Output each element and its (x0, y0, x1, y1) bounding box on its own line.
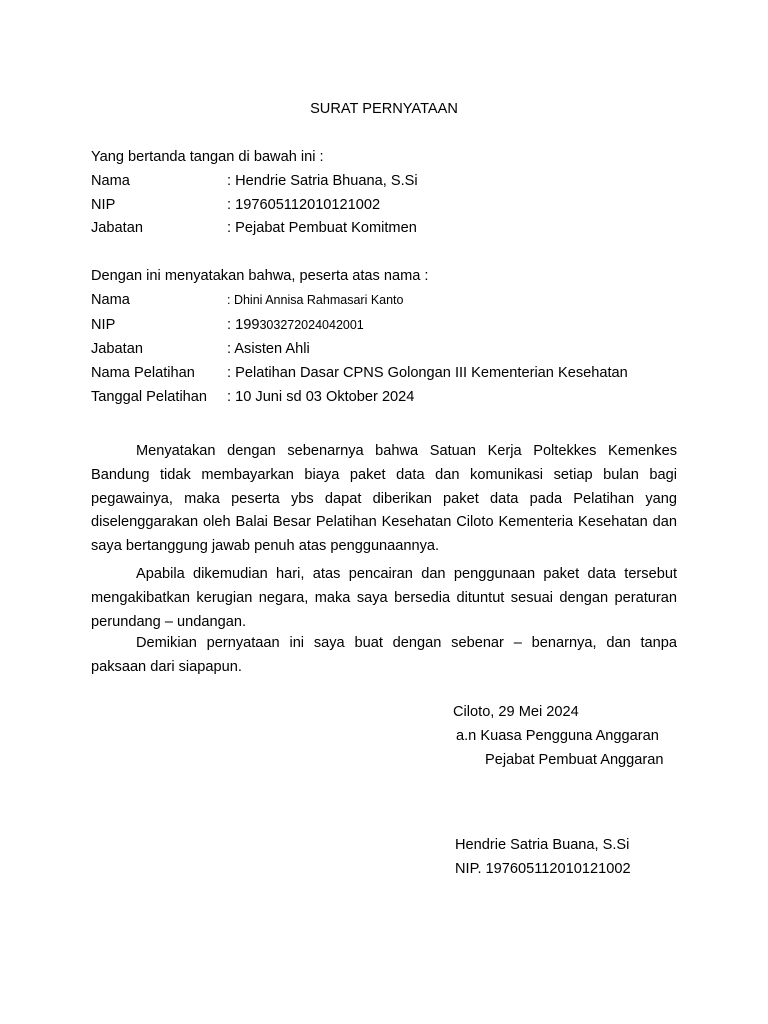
intro-text: Yang bertanda tangan di bawah ini : (91, 149, 324, 165)
participant-name-value: : Dhini Annisa Rahmasari Kanto (227, 293, 404, 307)
signer-name-label: Nama (91, 173, 130, 189)
participant-nip-prefix: : 199 (227, 317, 260, 333)
signer-jabatan-value: : Pejabat Pembuat Komitmen (227, 220, 417, 236)
signature-name: Hendrie Satria Buana, S.Si (455, 837, 630, 853)
training-date-value: : 10 Juni sd 03 Oktober 2024 (227, 389, 415, 405)
participant-nip-label: NIP (91, 317, 116, 333)
participant-name-label: Nama (91, 292, 130, 308)
signer-name-value: : Hendrie Satria Bhuana, S.Si (227, 173, 418, 189)
signature-position: Pejabat Pembuat Anggaran (485, 752, 664, 768)
signer-nip-label: NIP (91, 197, 116, 213)
participant-jabatan-label: Jabatan (91, 341, 143, 357)
participant-nip-rest: 303272024042001 (259, 318, 364, 332)
training-date-label: Tanggal Pelatihan (91, 389, 208, 405)
paragraph-liability: Apabila dikemudian hari, atas pencairan dan penggunaan paket data tersebut mengakibatkan kerugian negara, maka saya bersedia dituntut sesuai dengan peraturan perundang – undangan. (91, 566, 677, 630)
statement-intro: Dengan ini menyatakan bahwa, peserta atas nama : (91, 268, 429, 284)
signature-on-behalf: a.n Kuasa Pengguna Anggaran (456, 728, 659, 744)
signature-nip: NIP. 197605112010121002 (455, 861, 631, 877)
participant-jabatan-value: : Asisten Ahli (227, 341, 310, 357)
paragraph-closing: Demikian pernyataan ini saya buat dengan sebenar – benarnya, dan tanpa paksaan dari siapapun. (91, 635, 677, 675)
training-name-value: : Pelatihan Dasar CPNS Golongan III Kementerian Kesehatan (227, 365, 628, 381)
document-title: SURAT PERNYATAAN (310, 101, 458, 117)
signer-jabatan-label: Jabatan (91, 220, 143, 236)
participant-nip-value (227, 317, 364, 333)
signer-nip-value: : 197605112010121002 (227, 197, 381, 213)
paragraph-statement: Menyatakan dengan sebenarnya bahwa Satuan Kerja Poltekkes Kemenkes Bandung tidak membayarkan biaya paket data dan komunikasi setiap bulan bagi pegawainya, maka peserta ybs dapat diberikan paket data pada Pelatihan yang diselenggarakan oleh Balai Besar Pelatihan Kesehatan Ciloto Kementeria Kesehatan dan saya bertanggung jawab penuh atas penggunaannya. (91, 443, 677, 555)
training-name-label: Nama Pelatihan (91, 365, 195, 381)
signature-place-date: Ciloto, 29 Mei 2024 (453, 704, 579, 720)
